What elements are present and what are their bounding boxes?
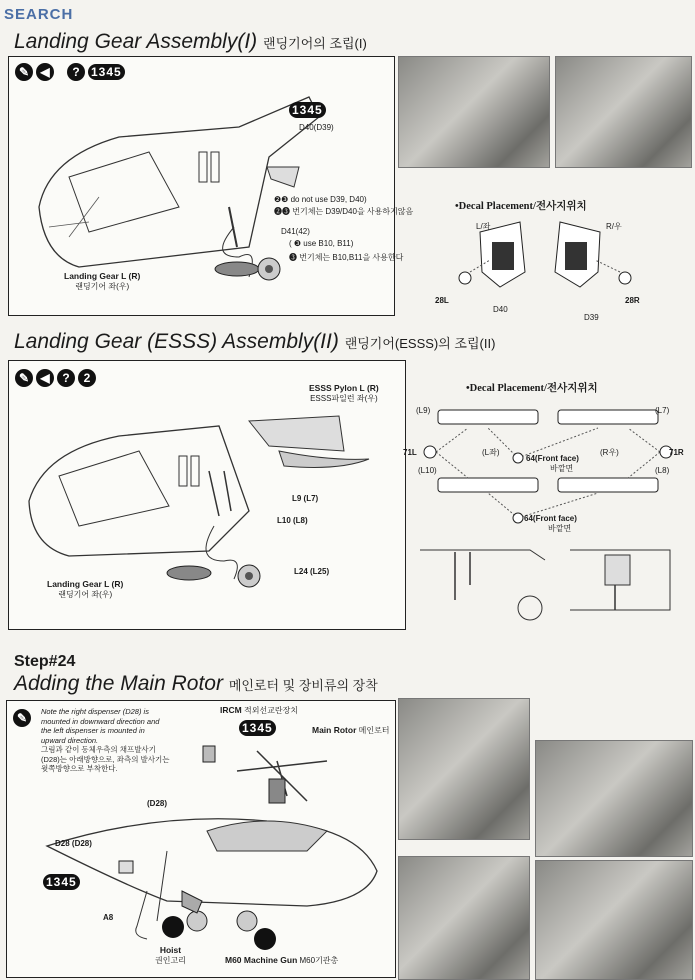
section3-diagram-panel [6, 700, 396, 978]
label-d28-paren: (D28) [147, 799, 168, 808]
decal-direction-icon: ◀ [36, 63, 54, 81]
section1-title [14, 30, 367, 54]
question-icon: ? [57, 369, 75, 387]
section2-title [14, 330, 495, 354]
step-number: Step#24 [14, 653, 76, 670]
decal2-front1: 64(Front face) [526, 454, 579, 463]
decal2-71r: 71R [669, 448, 684, 457]
decal2-l8: (L8) [655, 466, 670, 475]
label-landing-gear-2: Landing Gear L (R) 랜딩기어 좌(우) [47, 579, 124, 599]
decal2-front2: 64(Front face) [524, 514, 577, 523]
decal2-71l: 71L [403, 448, 417, 457]
decal2-front1-ko: 바깥면 [550, 464, 574, 473]
decal2-l7: (L7) [655, 406, 670, 415]
section2-diagram-panel [8, 360, 406, 630]
decal1-diagram [420, 212, 680, 322]
section1-diagram-panel [8, 56, 414, 316]
decal2-front2-ko: 바깥면 [548, 524, 572, 533]
section3-title-en: Adding the Main Rotor [14, 672, 223, 695]
section2-title-en: Landing Gear (ESSS) Assembly(II) [14, 330, 339, 353]
question-icon: ? [67, 63, 85, 81]
decal2-heading: •Decal Placement/전사지위치 [466, 383, 598, 394]
decal2-l9: (L9) [416, 406, 431, 415]
d28-numbers: 1345 [43, 877, 80, 889]
section1-title-ko: 랜딩기어의 조립(I) [263, 36, 367, 51]
section3-title [14, 672, 378, 696]
decal2-r-ko: (R우) [600, 448, 619, 457]
version-number-2: 2 [78, 369, 96, 387]
label-l24: L24 (L25) [294, 567, 330, 576]
label-d28: D28 (D28) [55, 839, 92, 848]
reference-photo-4 [535, 740, 693, 857]
label-use-b10-ko: ❸ 번기체는 B10,B11을 사용한다 [289, 253, 404, 262]
label-donot-use: ❷❸ do not use D39, D40) [274, 195, 367, 204]
label-landing-gear: Landing Gear L (R) 랜딩기어 좌(우) [64, 271, 141, 291]
decal1-d40: D40 [493, 305, 508, 314]
paint-icon: ✎ [13, 709, 31, 727]
label-a8: A8 [103, 913, 114, 922]
reference-photo-6 [535, 860, 693, 980]
label-use-b10: ( ❸ use B10, B11) [289, 239, 354, 248]
reference-photo-5 [398, 856, 530, 980]
decal1-28l: 28L [435, 296, 449, 305]
decal1-28r: 28R [625, 296, 640, 305]
label-l9: L9 (L7) [292, 494, 319, 503]
label-l10: L10 (L8) [277, 516, 308, 525]
decal2-l-ko: (L좌) [482, 448, 500, 457]
decal1-d39: D39 [584, 313, 599, 322]
reference-photo-1 [398, 56, 550, 168]
paint-icon: ✎ [15, 369, 33, 387]
detail-sketch-gear [410, 540, 690, 625]
section1-title-en: Landing Gear Assembly(I) [14, 30, 258, 53]
d40-parts-numbers: 1345 [289, 105, 326, 117]
label-d40-d39: D40(D39) [299, 123, 334, 132]
watermark: SEARCH [4, 6, 74, 23]
decal-direction-icon: ◀ [36, 369, 54, 387]
label-d41: D41(42) [281, 227, 310, 236]
reference-photo-3 [398, 698, 530, 840]
section3-title-ko: 메인로터 및 장비류의 장착 [228, 678, 378, 693]
ircm-numbers: 1345 [239, 723, 276, 735]
decal1-left: L/좌 [476, 222, 491, 231]
label-ircm: IRCM 적외선교란장치 [220, 705, 299, 715]
label-m60-gun: M60 Machine Gun M60기관총 [225, 955, 339, 965]
version-numbers: 1345 [88, 64, 125, 80]
label-donot-use-ko: ❷❸ 번기체는 D39/D40을 사용하지않음 [274, 207, 414, 216]
decal1-right: R/우 [606, 222, 622, 231]
label-main-rotor: Main Rotor 메인로터 [312, 725, 390, 735]
label-hoist: Hoist 권인고리 [155, 945, 186, 965]
section2-title-ko: 랜딩기어(ESSS)의 조립(II) [344, 336, 496, 351]
dispenser-note: Note the right dispenser (D28) is mounted in downward direction and the left dispenser is mounted in upward direction. 그림과 같이 동체우측의 채프발사기(D28)는 아래방향으로, 좌측의 발사기는 윗쪽방향으로 부착한다. [41, 707, 170, 773]
decal2-l10: (L10) [418, 466, 437, 475]
label-esss-pylon: ESSS Pylon L (R) ESSS파일런 좌(우) [309, 383, 379, 403]
decal1-heading: •Decal Placement/전사지위치 [455, 201, 587, 212]
paint-icon: ✎ [15, 63, 33, 81]
reference-photo-2 [555, 56, 692, 168]
